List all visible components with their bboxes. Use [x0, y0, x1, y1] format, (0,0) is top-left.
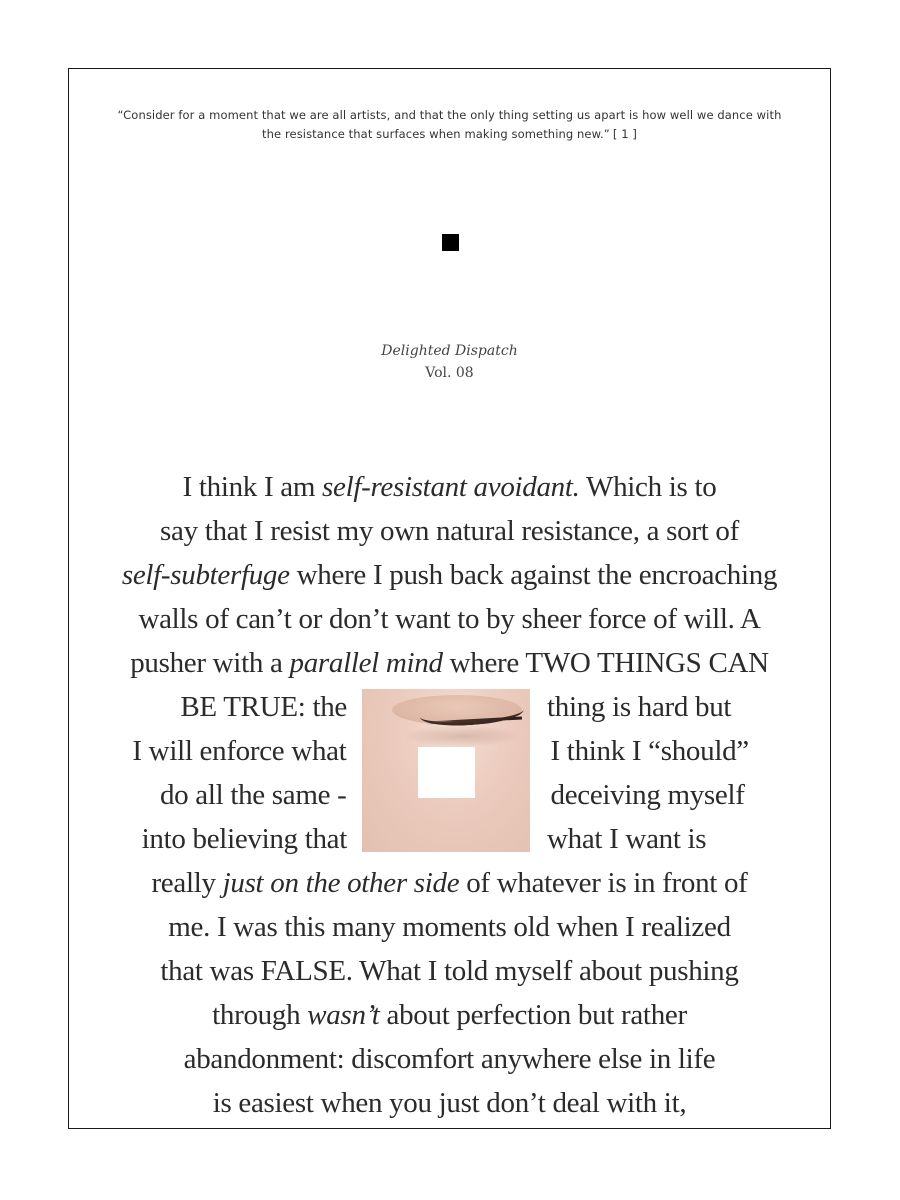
article-line-10	[69, 861, 830, 905]
italic-run: wasn’t	[307, 999, 380, 1031]
text-run: where TWO THINGS CAN	[442, 647, 769, 679]
quote-text: “Consider for a moment that we are all artists, and that the only thing setting us apart is how well we dance with the resistance that surfaces when making something new.”	[117, 108, 782, 141]
quote-reference[interactable]: [ 1 ]	[612, 127, 637, 141]
article-line-11: me. I was this many moments old when I realized	[168, 911, 731, 943]
article-line-3	[69, 553, 830, 597]
publication-title: Delighted Dispatch	[381, 343, 518, 359]
article-line-2: say that I resist my own natural resistance, a sort of	[160, 515, 739, 547]
text-left: do all the same -	[159, 779, 347, 811]
article-line-14: abandonment: discomfort anywhere else in life	[183, 1043, 716, 1075]
white-square-overlay	[418, 747, 475, 798]
text-left: into believing that	[141, 823, 347, 855]
text-left: I will enforce what	[132, 735, 347, 767]
italic-run: parallel mind	[289, 647, 443, 679]
italic-run: self-resistant avoidant.	[322, 471, 580, 503]
article-line-12: that was FALSE. What I told myself about pushing	[160, 955, 739, 987]
text-right: thing is hard but	[547, 691, 732, 723]
article-line-1	[69, 465, 830, 509]
lid-shadow	[402, 725, 522, 747]
text-run: about perfection but rather	[379, 999, 687, 1031]
volume-label: Vol. 08	[425, 365, 474, 381]
masthead	[69, 340, 830, 384]
text-right: deceiving myself	[550, 779, 745, 811]
text-right: what I want is	[547, 823, 707, 855]
article-line-13	[69, 993, 830, 1037]
page-frame	[68, 68, 831, 1129]
text-run: Which is to	[579, 471, 717, 503]
italic-run: just on the other side	[222, 867, 460, 899]
article-line-5	[69, 641, 830, 685]
text-run: I think I am	[182, 471, 323, 503]
text-left: BE TRUE: the	[180, 691, 347, 723]
italic-run: self-subterfuge	[121, 559, 290, 591]
article-line-15: is easiest when you just don’t deal with it,	[212, 1087, 687, 1119]
text-right: I think I “should”	[550, 735, 749, 767]
text-run: pusher with a	[130, 647, 290, 679]
article-line-4: walls of can’t or don’t want to by sheer force of will. A	[138, 603, 761, 635]
epigraph-quote	[109, 106, 790, 144]
black-square-ornament	[442, 234, 459, 251]
text-run: where I push back against the encroaching	[289, 559, 778, 591]
closed-eye-photo	[362, 689, 530, 852]
text-run: of whatever is in front of	[459, 867, 748, 899]
text-run: really	[151, 867, 223, 899]
text-run: through	[212, 999, 308, 1031]
